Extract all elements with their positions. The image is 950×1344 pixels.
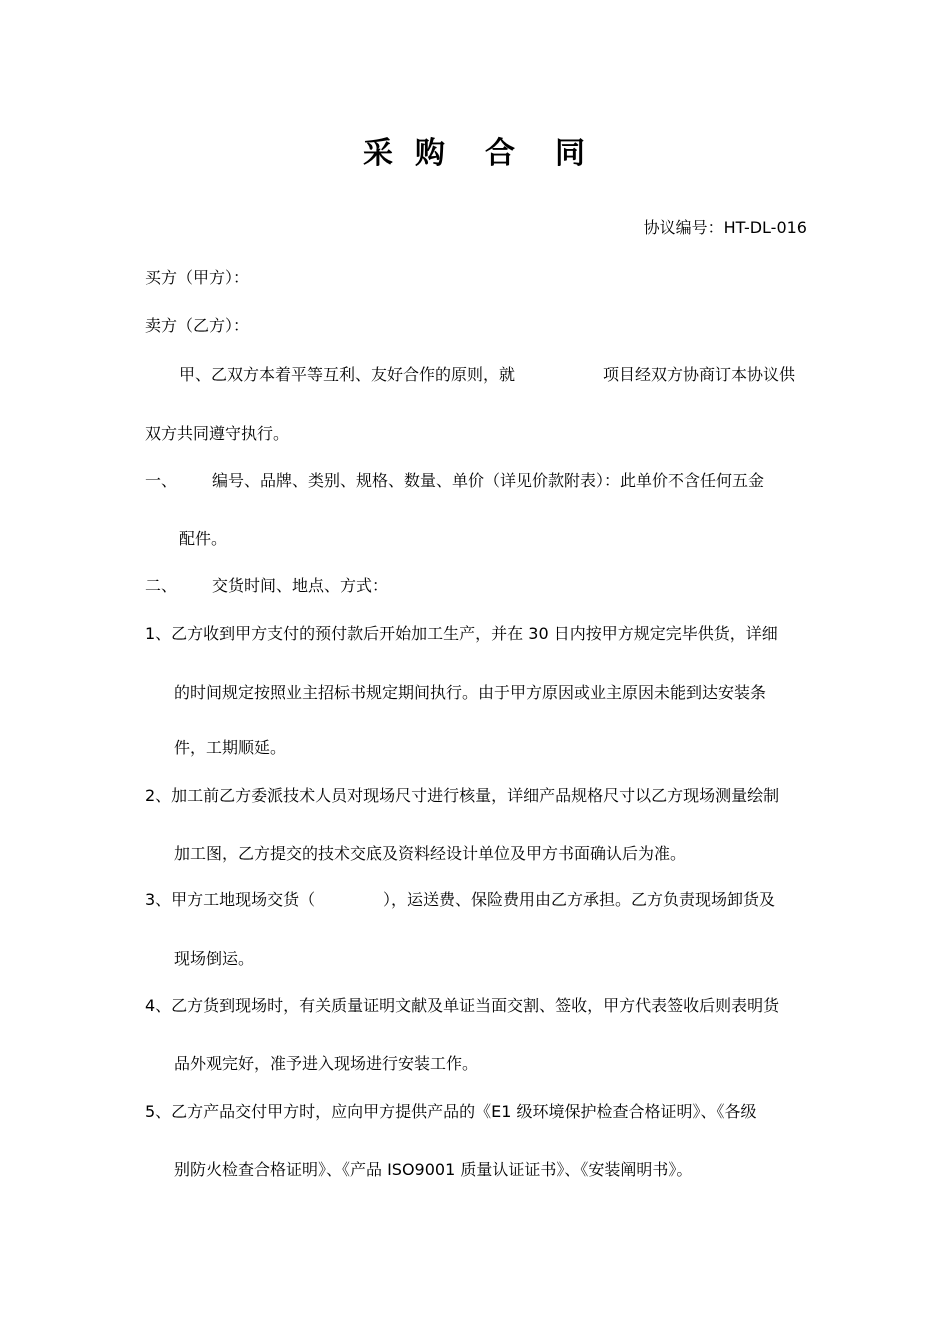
title-char: 购 [415,136,447,171]
intro-text-line2: 双方共同遵守执行。 [145,424,290,443]
clause-5-line2: 别防火检查合格证明》、《产品 ISO9001 质量认证证书》、《安装阐明书》。 [174,1160,693,1179]
clause-3-line1-part1: 3、甲方工地现场交货（ [145,890,316,909]
clause-1-line1: 1、乙方收到甲方支付的预付款后开始加工生产，并在 30 日内按甲方规定完毕供货，详细 [145,624,778,643]
clause-2-line2: 加工图，乙方提交的技术交底及资料经设计单位及甲方书面确认后为准。 [174,844,687,863]
section-two-text: 交货时间、地点、方式： [212,576,389,595]
title-char: 采 [363,136,395,171]
page-title [0,128,950,172]
agreement-number: 协议编号：HT-DL-016 [643,218,807,237]
clause-1-line2: 的时间规定按照业主招标书规定期间执行。由于甲方原因或业主原因未能到达安装条 [174,683,767,702]
section-one-number: 一、 [145,471,178,490]
clause-4-line2: 品外观完好，准予进入现场进行安装工作。 [174,1054,479,1073]
clause-3-line2: 现场倒运。 [174,949,255,968]
intro-text-part1: 甲、乙双方本着平等互利、友好合作的原则，就 [179,365,516,384]
intro-text-part2: 项目经双方协商订本协议供 [603,365,796,384]
clause-4-line1: 4、乙方货到现场时，有关质量证明文献及单证当面交割、签收，甲方代表签收后则表明货 [145,996,780,1015]
section-two-number: 二、 [145,576,178,595]
seller-label: 卖方（乙方）： [145,316,250,335]
clause-3-line1-part2: ），运送费、保险费用由乙方承担。乙方负责现场卸货及 [383,890,776,909]
clause-5-line1: 5、乙方产品交付甲方时，应向甲方提供产品的《E1 级环境保护检查合格证明》、《各级 [145,1102,757,1121]
buyer-label: 买方（甲方）： [145,268,250,287]
section-one-text-cont: 配件。 [179,529,228,548]
section-one-text: 编号、品牌、类别、规格、数量、单价（详见价款附表）：此单价不含任何五金 [212,471,765,490]
title-char: 合 [485,136,517,171]
title-char: 同 [555,136,587,171]
clause-1-line3: 件，工期顺延。 [174,738,287,757]
clause-2-line1: 2、加工前乙方委派技术人员对现场尺寸进行核量，详细产品规格尺寸以乙方现场测量绘制 [145,786,780,805]
